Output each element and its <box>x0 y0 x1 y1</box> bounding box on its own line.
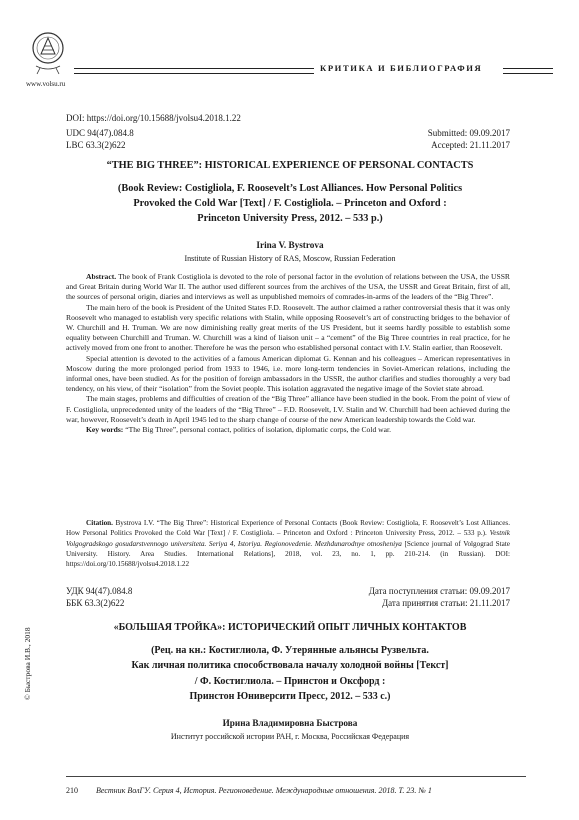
article-title-ru: «БОЛЬШАЯ ТРОЙКА»: ИСТОРИЧЕСКИЙ ОПЫТ ЛИЧНЫХ КОНТАКТОВ <box>113 622 467 633</box>
abstract <box>66 272 510 435</box>
citation <box>66 518 510 569</box>
keywords-label: Key words: <box>86 425 124 435</box>
abstract-paragraph <box>66 272 510 303</box>
subtitle-line: Provoked the Cold War [Text] / F. Costigliola. – Princeton and Oxford : <box>133 198 447 209</box>
copyright-notice: © Быстрова И.В., 2018 <box>23 627 32 700</box>
author-name-ru: Ирина Владимировна Быстрова <box>222 718 358 728</box>
page-number: 210 <box>66 786 78 795</box>
accepted-date-ru: Дата принятия статьи: 21.11.2017 <box>382 598 510 608</box>
page-footer <box>66 786 432 795</box>
university-logo-icon <box>28 28 68 78</box>
article-subtitle-ru <box>40 643 540 705</box>
subtitle-line: Как личная политика способствовала началу холодной войны [Текст] <box>131 660 449 672</box>
abstract-paragraph: The main hero of the book is President of the United States F.D. Roosevelt. The author claimed a rather controversial thesis that it was only Roosevelt who managed to establish very specific relations with Stalin, while opposing Roosevelt’s art of constructing bridges to the behavior of W. Churchill and H. Truman. We are now diminishing really great merits of the US President, but it seems hardly possible to establish some equality between Churchill and Truman. W. Churchill was a kind of liaison unit – a “cement” of the Big Three countries in real practice, for he actively moved from one front to another. Therefore he was the person who established personal contact with I.V. Stalin earlier, than Roosevelt. <box>66 302 510 353</box>
lbc-code: LBC 63.3(2)622 <box>66 140 126 150</box>
article-subtitle-en <box>40 181 540 226</box>
subtitle-line: / Ф. Костиглиола. – Принстон и Оксфорд : <box>194 675 386 687</box>
citation-rest[interactable]: [Science journal of Volgograd State University. History. Area Studies. International Relations], 2018, vol. 23, no. 1, pp. 210-214. (in Russian). DOI: https://doi.org/10.15688/jvolsu4.2018.1.22 <box>66 539 510 569</box>
submitted-date-ru: Дата поступления статьи: 09.09.2017 <box>368 586 510 596</box>
author-name-en: Irina V. Bystrova <box>256 240 324 250</box>
citation-journal: Vestnik Volgogradskogo gosudarstvennogo universiteta. Seriya 4, Istoriya. Regionovedenie. Mezhdunarodnye otnosheniya <box>66 529 510 548</box>
subtitle-line: Princeton University Press, 2012. – 533 p.) <box>197 213 383 224</box>
journal-name: Вестник ВолГУ. Серия 4, История. Регионоведение. Международные отношения. 2018. Т. 23. № 1 <box>96 786 432 795</box>
article-title-en: “THE BIG THREE”: HISTORICAL EXPERIENCE OF PERSONAL CONTACTS <box>106 160 474 171</box>
abstract-paragraph: Special attention is devoted to the activities of a famous American diplomat G. Kennan and his colleagues – American representatives in Moscow during the more prolonged period from 1933 to 1946, i.e. more long-term tendencies in Soviet-American relations, including the informal ones, have been studied. As for the position of foreign ambassadors in the USSR, the author clarifies and studies thoroughly a very bad tendency, on his view, of their “isolation” from the Soviet people. This isolation aggravated the negative image of the Soviet state abroad. <box>66 353 510 394</box>
keywords-text: “The Big Three”, personal contact, politics of isolation, diplomatic corps, the Cold war. <box>123 425 392 435</box>
affiliation-en: Institute of Russian History of RAS, Moscow, Russian Federation <box>184 254 396 263</box>
bbk-row <box>66 598 510 608</box>
header-rule-right <box>503 68 553 74</box>
udc-code: UDC 94(47).084.8 <box>66 128 134 138</box>
abstract-text: The book of Frank Costigliola is devoted to the role of personal factor in the evolution of relations between the USA, the USSR and Great Britain during World War II. The author used different sources from the archives of the USA, the USSR and Great Britain, first of all, the sources of personal origin, diaries and interviews as well as unpublished memoirs of comrades-in-arms of the leaders of the “Big Three”. <box>66 272 510 302</box>
affiliation-ru: Институт российской истории РАН, г. Москва, Российская Федерация <box>170 732 410 741</box>
udk-row <box>66 586 510 596</box>
subtitle-line: (Book Review: Costigliola, F. Roosevelt’s Lost Alliances. How Personal Politics <box>117 183 463 194</box>
bbk-code: ББК 63.3(2)622 <box>66 598 125 608</box>
abstract-paragraph: The main stages, problems and difficulties of creation of the “Big Three” alliance have been studied in the book. From the point of view of F. Costigliola, unprecedented unity of the leaders of the “Big Three” – F.D. Roosevelt, I.V. Stalin and W. Churchill had been achieved during the war, however, Roosevelt’s death in April 1945 led to the sharp change of course of the new American leadership towards the Cold war. <box>66 394 510 424</box>
submitted-date: Submitted: 09.09.2017 <box>427 128 510 138</box>
keywords <box>66 425 510 435</box>
accepted-date: Accepted: 21.11.2017 <box>431 140 510 150</box>
header-rule-left <box>74 68 314 74</box>
footer-rule <box>66 776 526 777</box>
section-title: КРИТИКА И БИБЛИОГРАФИЯ <box>320 63 483 73</box>
udc-row <box>66 128 510 138</box>
doi-link[interactable]: DOI: https://doi.org/10.15688/jvolsu4.2018.1.22 <box>66 113 241 123</box>
subtitle-line: (Рец. на кн.: Костиглиола, Ф. Утерянные альянсы Рузвельта. <box>151 645 429 656</box>
udk-code: УДК 94(47).084.8 <box>66 586 133 596</box>
lbc-row <box>66 140 510 150</box>
subtitle-line: Принстон Юниверсити Пресс, 2012. – 533 с.) <box>189 691 391 703</box>
citation-label: Citation. <box>86 519 113 527</box>
citation-text: Bystrova I.V. “The Big Three”: Historical Experience of Personal Contacts (Book Review: Costigliola, F. Roosevelt’s Lost Alliances. How Personal Politics Provoked the Cold War [Text] / F. Costigliola. – Princeton and Oxford : Princeton University Press, 2012. – 533 p.). <box>66 519 510 538</box>
abstract-label: Abstract. <box>86 272 117 281</box>
site-url[interactable]: www.volsu.ru <box>26 80 66 88</box>
